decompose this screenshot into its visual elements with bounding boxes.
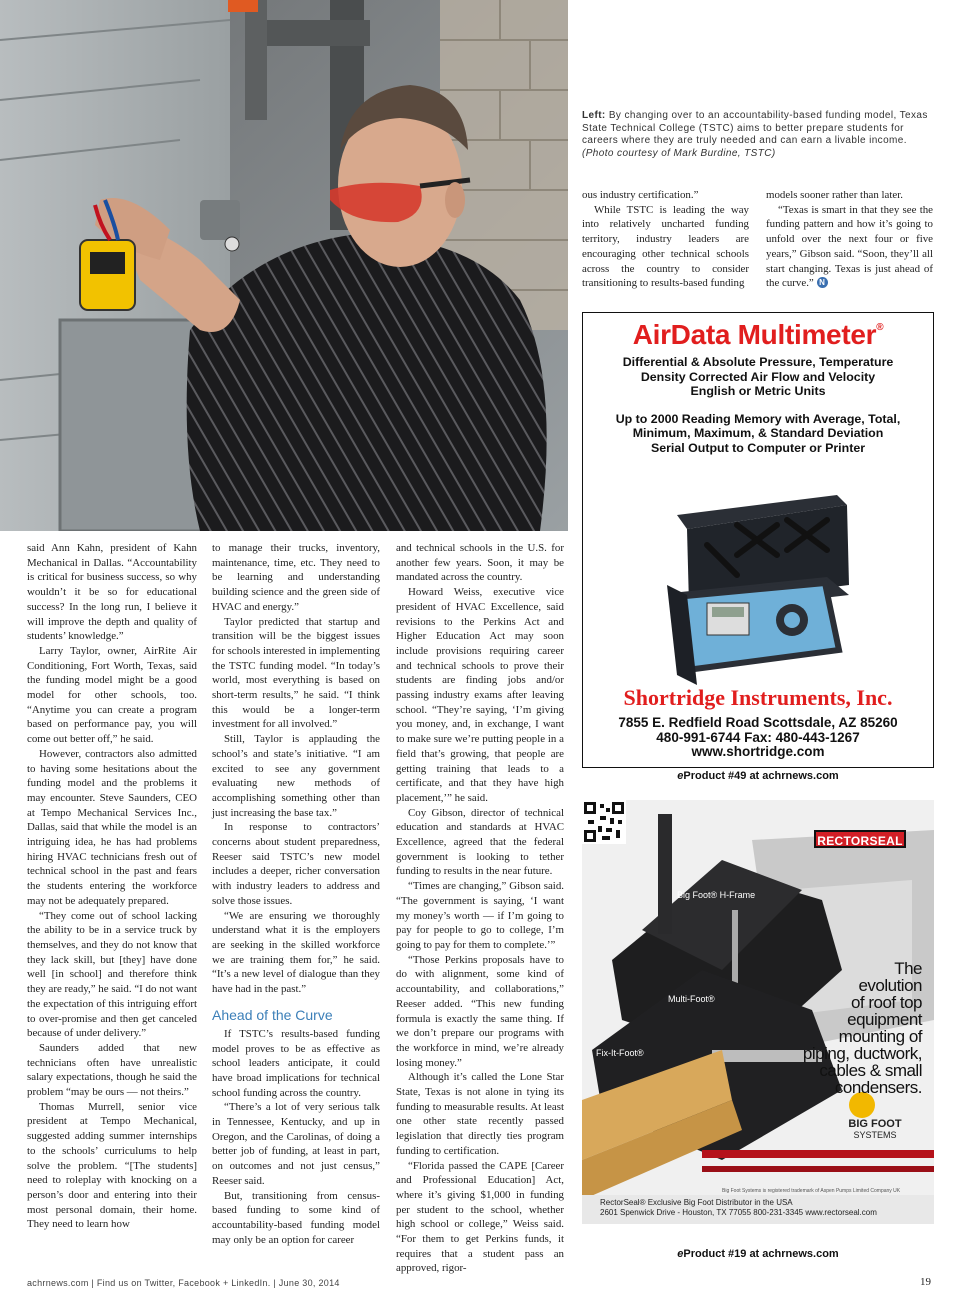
ad1-feature: Differential & Absolute Pressure, Temperature (622, 355, 894, 369)
column-2-top (212, 541, 380, 997)
tagline-line: piping, ductwork, (802, 1044, 922, 1063)
paragraph: said Ann Kahn, president of Kahn Mechanical in Dallas. “Accountability is critical for business success, so why wouldn’t it be so for educational success? In the long run, I believe it will improve the depth and quality of students’ knowledge.” (27, 542, 197, 643)
end-mark-icon: N (817, 277, 828, 288)
ad1-title-text: AirData Multimeter (632, 319, 877, 350)
tagline-line: condensers. (834, 1078, 922, 1097)
ad1-feature: Minimum, Maximum, & Standard Deviation (632, 426, 884, 441)
caption-lead: Left: (582, 110, 606, 121)
paragraph: Coy Gibson, director of technical education and standards at HVAC Excellence, agreed that the federal government is looking to tether funding to results in the near future. (396, 806, 564, 878)
ad2-footer-line: 2601 Spenwick Drive - Houston, TX 77055 800-231-3345 www.rectorseal.com (600, 1208, 877, 1217)
body-column-1 (27, 541, 197, 1232)
ad-rectorseal[interactable] (582, 800, 934, 1224)
ad2-trademark: Big Foot Systems is registered trademark of Aspen Pumps Limited Company UK (722, 1188, 901, 1194)
ad2-tagline (782, 960, 922, 1096)
ad1-feature: English or Metric Units (690, 384, 826, 399)
eproduct-text: Product #49 at achrnews.com (683, 770, 839, 782)
ad1-features-1 (583, 355, 933, 399)
registered-mark: ® (876, 322, 884, 333)
ad2-footer-line: RectorSeal® Exclusive Big Foot Distributor in the USA (600, 1198, 793, 1207)
paragraph: “They come out of school lacking the ability to be in a service truck by themselves, and they do not know that they lack skill, but [they] have done well [in school] and therefore think they are ready,” he said. “I do not want the expectation of this intriguing effort to over-promise and then get canceled because of under delivery.” (27, 909, 197, 1040)
paragraph: “Times are changing,” Gibson said. “The government is saying, ‘I want my money’s worth — if I’m going to pay for people to go to college, I’m going to pay for them to complete.’” (396, 880, 564, 951)
qr-code-icon[interactable] (582, 800, 626, 844)
ad1-address: 7855 E. Redfield Road Scottsdale, AZ 85260 (618, 715, 898, 730)
instrument-case-image (667, 485, 853, 685)
paragraph: Although it’s called the Lone Star State, Texas is not alone in tying its funding to measurable results. At least one other state recently passed legislation that directly ties program funding to certification. (396, 1071, 564, 1157)
ad1-phone: 480-991-6744 Fax: 480-443-1267 (656, 730, 860, 745)
paragraph: “Florida passed the CAPE [Career and Professional Education] Act, where it’s giving $1,000 in funding per student to the school, whether high school or college,” Weiss said. “For them to get Perkins funds, it requires that a student pass an approved, rigor- (396, 1159, 564, 1275)
top-column-b (766, 188, 933, 291)
caption-body: By changing over to an accountability-based funding model, Texas State Technical College (TSTC) aims to better prepare students for careers where they are truly needed and can earn a livable income. (582, 110, 928, 146)
paragraph: Saunders added that new technicians often have unrealistic salary expectations, though he said the problem “may be ours — not theirs.” (27, 1041, 197, 1099)
paragraph: Howard Weiss, executive vice president of HVAC Excellence, said revisions to the Perkins Act and Higher Education Act may soon include provisions requiring career and technical schools to prove their students are finding jobs and/or passing industry exams after leaving school. “They’re saying, ‘I’m giving you money, and, in exchange, I want to make sure we’re putting people in a field that’s growing, that people are getting training that leads to a certificate, and that they have high placement,’” he said. (396, 586, 564, 804)
paragraph: If TSTC’s results-based funding model proves to be as effective as school leaders anticipate, it could have broad implications for technical school funding across the country. (212, 1027, 380, 1099)
bigfoot-sub: SYSTEMS (853, 1130, 897, 1140)
ad1-company: Shortridge Instruments, Inc. (623, 685, 893, 710)
tagline-line: of roof top (850, 993, 922, 1012)
page-number: 19 (920, 1276, 931, 1288)
paragraph: “Those Perkins proposals have to do with alignment, some kind of accountability, and collaborations,” Reeser added. “This new funding formula is exactly the same thing. If we don’t prepare our programs with the workforce in mind, we’re already losing money.” (396, 953, 564, 1069)
tagline-line: The (894, 959, 922, 978)
paragraph: Larry Taylor, owner, AirRite Air Conditioning, Fort Worth, Texas, said the funding model might be a good model for other schools, too. “Anytime you can create a program based on performance pay, you will come out better off,” he said. (27, 644, 197, 746)
section-heading: Ahead of the Curve (212, 1006, 333, 1023)
paragraph: models sooner rather than later. (766, 189, 903, 201)
caption-credit: (Photo courtesy of Mark Burdine, TSTC) (582, 147, 776, 159)
bigfoot-name: BIG FOOT (848, 1118, 902, 1130)
article-photo (0, 0, 568, 531)
paragraph: ous industry certification.” (582, 189, 699, 201)
ad2-footer (600, 1198, 877, 1218)
ad1-feature: Up to 2000 Reading Memory with Average, Total, (615, 411, 901, 426)
paragraph: “We are ensuring we thoroughly understand what it is the employers are seeking in the skilled workforce we are training them for,” he said. “It’s a new level of dialogue than they have had in the past.” (212, 909, 380, 996)
tagline-line: evolution (858, 976, 922, 995)
tagline-line: equipment (847, 1010, 922, 1029)
rectorseal-logo: RECTORSEAL (814, 830, 906, 848)
paragraph: However, contractors also admitted to having some hesitations about the funding model and the problems it may encounter. Steve Saunders, CEO at Tempo Mechanical Services Inc., Dallas, said that while the model is an intriguing idea, he has had problems hiring HVAC technicians fresh out of technical school in the past and fears the students entering the workforce may not be adequately prepared. (27, 747, 197, 907)
ad2-eproduct-link[interactable] (582, 1248, 934, 1260)
ad1-feature: Serial Output to Computer or Printer (650, 440, 866, 455)
body-column-3 (396, 541, 564, 1276)
body-column-2 (212, 541, 380, 1247)
paragraph: to manage their trucks, inventory, maintenance, time, etc. They need to be learning and understanding building science and the green side of HVAC and energy.” (212, 542, 380, 613)
paragraph: and technical schools in the U.S. for another few years. Soon, it may be mandated across the country. (396, 542, 564, 584)
paragraph: “Texas is smart in that they see the funding pattern and how it’s going to unfold over the next four or five years,” Gibson said. “Soon, they’ll all start changing. Texas is just ahead of the curve.” N (766, 203, 933, 290)
label-multifoot: Multi-Foot® (668, 994, 715, 1004)
paragraph: But, transitioning from census-based funding to some kind of accountability-based funding model may only be an option for career (212, 1189, 380, 1246)
paragraph: “There’s a lot of very serious talk in Tennessee, Kentucky, and up in Oregon, and the Carolinas, of doing a better job of funding, at least in part, on outcomes and not just census,” Reeser said. (212, 1101, 380, 1187)
page-footer: achrnews.com | Find us on Twitter, Facebook + LinkedIn. | June 30, 2014 (27, 1278, 340, 1288)
ad-airdata-multimeter[interactable] (582, 312, 934, 768)
tagline-line: cables & small (819, 1061, 922, 1080)
ad1-eproduct-link[interactable] (582, 770, 934, 782)
ad1-features-2 (583, 412, 933, 456)
bigfoot-logo (844, 1118, 906, 1140)
eproduct-prefix: e (677, 1248, 684, 1260)
label-hframe: Big Foot® H-Frame (677, 890, 756, 900)
paragraph: Still, Taylor is applauding the school’s and state’s initiative. “I am excited to see any government evaluating new methods of accomplishing something other than just increasing the base tax.” (212, 733, 380, 819)
ad1-feature: Density Corrected Air Flow and Velocity (640, 369, 876, 384)
paragraph: Taylor predicted that startup and transition will be the biggest issues for schools interested in implementing the TSTC funding model. “In today’s world, most everything is based on short-term results,” he said. “I think this would be a longer-term investment for all involved.” (212, 615, 380, 731)
eproduct-text: Product #19 at achrnews.com (683, 1248, 839, 1260)
label-fixitfoot: Fix-It-Foot® (596, 1048, 644, 1058)
column-2-bottom (212, 1027, 380, 1248)
ad1-title (583, 319, 933, 351)
top-column-a (582, 188, 749, 291)
paragraph: Thomas Murrell, senior vice president at Tempo Mechanical, suggested adding summer internships to the schools’ curriculums to help solve the problem. “[The students] need to roleplay with knocking on a person’s door and entering into their most personal domain, their home. They need to learn how (27, 1100, 197, 1231)
ad1-website[interactable]: www.shortridge.com (691, 744, 825, 759)
photo-caption (582, 110, 932, 160)
tagline-line: mounting of (838, 1027, 922, 1046)
paragraph: In response to contractors’ concerns about student preparedness, Reeser said TSTC’s new model includes a deeper, richer conversation with industry leaders to address and solve those issues. (212, 821, 380, 907)
paragraph: While TSTC is leading the way into relatively uncharted funding territory, industry leaders are encouraging other technical schools across the country to consider transitioning to results-based funding (582, 203, 749, 290)
eproduct-prefix: e (677, 770, 684, 782)
